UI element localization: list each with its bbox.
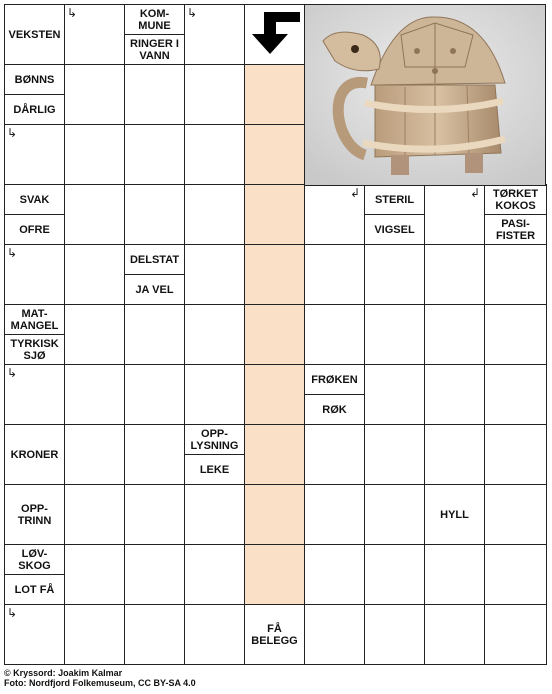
answer-cell[interactable]: [364, 244, 425, 305]
answer-cell[interactable]: [484, 304, 547, 365]
answer-cell[interactable]: [124, 64, 185, 125]
solution-arrow-icon: [248, 8, 302, 58]
answer-cell[interactable]: [124, 124, 185, 185]
answer-cell[interactable]: [304, 544, 365, 605]
clue-cell: FRØKEN: [304, 364, 365, 395]
clue-cell: FÅ BELEGG: [244, 604, 305, 665]
answer-cell[interactable]: [64, 544, 125, 605]
clue-cell: OFRE: [4, 214, 65, 245]
clue-cell: DELSTAT: [124, 244, 185, 275]
clue-cell: BØNNS: [4, 64, 65, 95]
clue-cell: SVAK: [4, 184, 65, 215]
answer-cell[interactable]: [364, 304, 425, 365]
solution-cell[interactable]: [244, 244, 305, 305]
direction-arrow-icon: ↳: [7, 126, 18, 140]
answer-cell[interactable]: [184, 244, 245, 305]
answer-cell[interactable]: [124, 484, 185, 545]
answer-cell[interactable]: [184, 304, 245, 365]
clue-cell: VIGSEL: [364, 214, 425, 245]
answer-cell[interactable]: [484, 424, 547, 485]
answer-cell[interactable]: [424, 304, 485, 365]
answer-cell[interactable]: [304, 304, 365, 365]
direction-arrow-icon: ↳: [7, 606, 18, 620]
answer-cell[interactable]: [484, 484, 547, 545]
clue-cell: LEKE: [184, 454, 245, 485]
answer-cell[interactable]: [124, 424, 185, 485]
solution-cell[interactable]: [244, 364, 305, 425]
clue-cell: PASI- FISTER: [484, 214, 547, 245]
answer-cell[interactable]: [424, 544, 485, 605]
clue-cell: JA VEL: [124, 274, 185, 305]
clue-cell: HYLL: [424, 484, 485, 545]
answer-cell[interactable]: [304, 424, 365, 485]
solution-cell[interactable]: [244, 124, 305, 185]
turtle-vessel-illustration: [305, 5, 546, 186]
clue-cell: OPP- LYSNING: [184, 424, 245, 455]
answer-cell[interactable]: [64, 484, 125, 545]
answer-cell[interactable]: [184, 544, 245, 605]
answer-cell[interactable]: [124, 604, 185, 665]
answer-cell[interactable]: [484, 244, 547, 305]
answer-cell[interactable]: [184, 364, 245, 425]
answer-cell[interactable]: [424, 364, 485, 425]
answer-cell[interactable]: [184, 184, 245, 245]
answer-cell[interactable]: [424, 604, 485, 665]
answer-cell[interactable]: [124, 364, 185, 425]
answer-cell[interactable]: [124, 544, 185, 605]
clue-cell: RØK: [304, 394, 365, 425]
photo-wooden-turtle-vessel: [304, 4, 546, 186]
answer-cell[interactable]: [484, 364, 547, 425]
direction-arrow-icon: ↳: [187, 6, 198, 20]
answer-cell[interactable]: [184, 604, 245, 665]
answer-cell[interactable]: [484, 604, 547, 665]
solution-cell[interactable]: [244, 304, 305, 365]
clue-cell: VEKSTEN: [4, 4, 65, 65]
answer-cell[interactable]: [304, 244, 365, 305]
direction-arrow-icon: ↳: [67, 6, 78, 20]
clue-cell: TØRKET KOKOS: [484, 184, 547, 215]
clue-cell: STERIL: [364, 184, 425, 215]
solution-cell[interactable]: [244, 184, 305, 245]
answer-cell[interactable]: [184, 124, 245, 185]
clue-cell: LOT FÅ: [4, 574, 65, 605]
answer-cell[interactable]: [304, 604, 365, 665]
clue-cell: RINGER I VANN: [124, 34, 185, 65]
answer-cell[interactable]: [484, 544, 547, 605]
answer-cell[interactable]: [64, 244, 125, 305]
direction-arrow-icon: ↲: [470, 186, 481, 200]
answer-cell[interactable]: [184, 484, 245, 545]
credit-crossword: © Kryssord: Joakim Kalmar: [4, 668, 123, 678]
answer-cell[interactable]: [64, 184, 125, 245]
credits: [4, 668, 196, 688]
clue-cell: KOM- MUNE: [124, 4, 185, 35]
clue-cell: OPP- TRINN: [4, 484, 65, 545]
solution-cell[interactable]: [244, 484, 305, 545]
answer-cell[interactable]: [64, 604, 125, 665]
solution-cell[interactable]: [244, 64, 305, 125]
answer-cell[interactable]: [364, 484, 425, 545]
answer-cell[interactable]: [364, 604, 425, 665]
answer-cell[interactable]: [424, 424, 485, 485]
direction-arrow-icon: ↲: [350, 186, 361, 200]
answer-cell[interactable]: [364, 544, 425, 605]
answer-cell[interactable]: [124, 184, 185, 245]
answer-cell[interactable]: [424, 244, 485, 305]
answer-cell[interactable]: [304, 484, 365, 545]
clue-cell: MAT- MANGEL: [4, 304, 65, 335]
solution-cell[interactable]: [244, 544, 305, 605]
clue-cell: KRONER: [4, 424, 65, 485]
clue-cell: LØV- SKOG: [4, 544, 65, 575]
clue-cell: DÅRLIG: [4, 94, 65, 125]
solution-cell[interactable]: [244, 424, 305, 485]
answer-cell[interactable]: [64, 424, 125, 485]
answer-cell[interactable]: [184, 64, 245, 125]
answer-cell[interactable]: [64, 364, 125, 425]
credit-photo: Foto: Nordfjord Folkemuseum, CC BY-SA 4.0: [4, 678, 196, 688]
direction-arrow-icon: ↳: [7, 246, 18, 260]
direction-arrow-icon: ↳: [7, 366, 18, 380]
answer-cell[interactable]: [364, 424, 425, 485]
clue-cell: TYRKISK SJØ: [4, 334, 65, 365]
answer-cell[interactable]: [64, 64, 125, 125]
answer-cell[interactable]: [364, 364, 425, 425]
answer-cell[interactable]: [124, 304, 185, 365]
answer-cell[interactable]: [64, 124, 125, 185]
answer-cell[interactable]: [64, 304, 125, 365]
